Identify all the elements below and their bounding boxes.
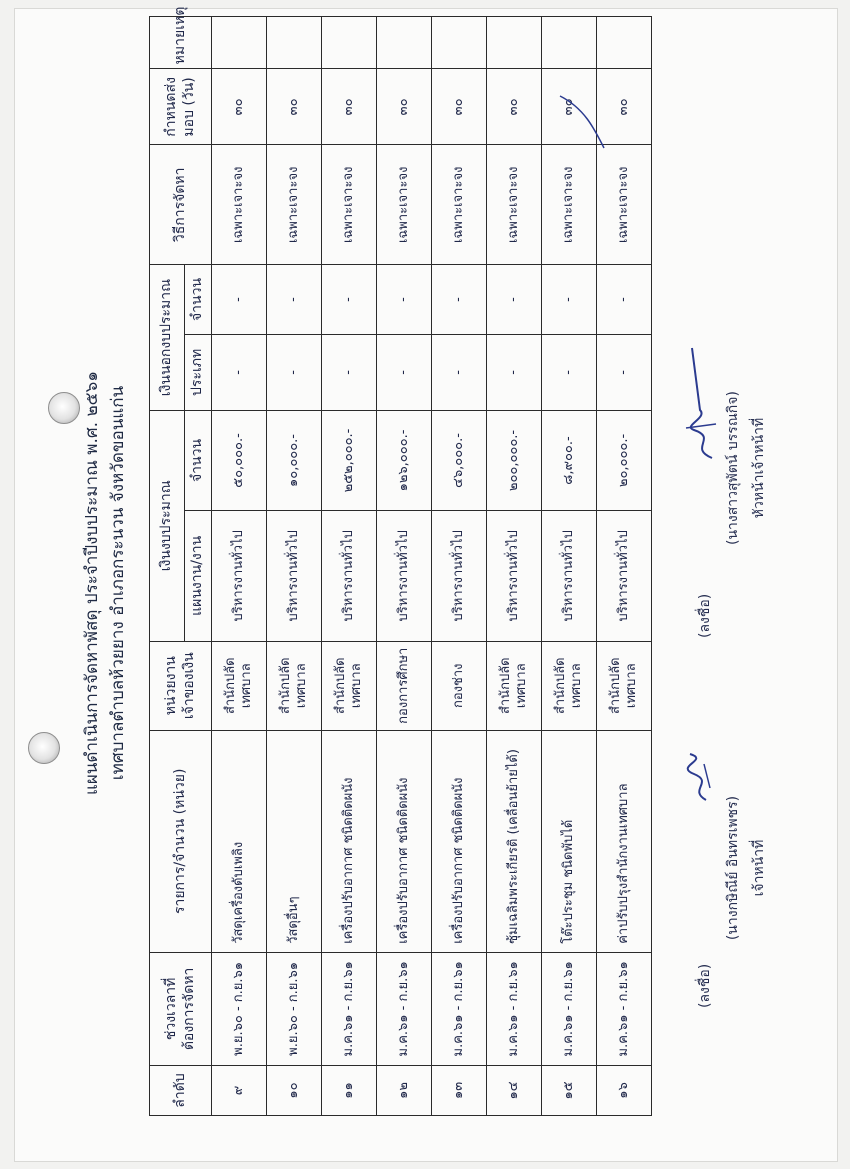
cell-no: ๑๕ [542,1065,597,1115]
rotated-landscape-page [12,8,842,1158]
signature-right-sign-label: (ลงชื่อ) [697,593,713,638]
cell-amount: ๔๖,๐๐๐.- [432,410,487,510]
cell-remark [597,17,652,69]
cell-unit: กองช่าง [432,641,487,730]
header-budget-amount: จำนวน [185,410,212,510]
cell-deadline: ๓๐ [322,69,377,145]
cell-no: ๑๖ [597,1065,652,1115]
table-row [487,17,542,1116]
cell-item: ค่าปรับปรุงสำนักงานเทศบาล [597,730,652,952]
cell-unit: กองการศึกษา [377,641,432,730]
cell-plan: บริหารงานทั่วไป [597,511,652,642]
table-row [212,17,267,1116]
header-budget: เงินงบประมาณ [150,410,185,641]
cell-item: เครื่องปรับอากาศ ชนิดติดผนัง [377,730,432,952]
cell-plan: บริหารงานทั่วไป [267,511,322,642]
cell-off-amount: - [597,265,652,335]
cell-plan: บริหารงานทั่วไป [487,511,542,642]
cell-item: เครื่องปรับอากาศ ชนิดติดผนัง [322,730,377,952]
cell-no: ๙ [212,1065,267,1115]
cell-off-type: - [542,334,597,410]
cell-off-type: - [377,334,432,410]
cell-remark [322,17,377,69]
cell-remark [432,17,487,69]
cell-plan: บริหารงานทั่วไป [542,511,597,642]
cell-method: เฉพาะเจาะจง [267,145,322,265]
header-deadline: กำหนดส่งมอบ (วัน) [150,69,212,145]
cell-method: เฉพาะเจาะจง [377,145,432,265]
cell-method: เฉพาะเจาะจง [597,145,652,265]
cell-no: ๑๒ [377,1065,432,1115]
document-title: แผนดำเนินการจัดหาพัสดุ ประจำปีงบประมาณ พ.ศ. ๒๕๖๑ [82,370,102,796]
cell-off-type: - [267,334,322,410]
cell-method: เฉพาะเจาะจง [322,145,377,265]
cell-off-type: - [212,334,267,410]
header-offbudget-amount: จำนวน [185,265,212,335]
cell-period: ม.ค.๖๑ - ก.ย.๖๑ [322,952,377,1065]
cell-period: พ.ย.๖๐ - ก.ย.๖๑ [212,952,267,1065]
header-no: ลำดับ [150,1065,212,1115]
signature-right-position: หัวหน้าเจ้าหน้าที่ [751,417,767,519]
cell-item: วัสดุอื่นๆ [267,730,322,952]
cell-off-type: - [597,334,652,410]
header-item: รายการ/จำนวน (หน่วย) [150,730,212,952]
cell-period: ม.ค.๖๑ - ก.ย.๖๑ [432,952,487,1065]
signature-left [684,658,770,1078]
cell-amount: ๘,๙๐๐.- [542,410,597,510]
document-subtitle: เทศบาลตำบลห้วยยาง อำเภอกระนวน จังหวัดขอนแก่น [108,385,128,781]
cell-off-type: - [322,334,377,410]
cell-no: ๑๓ [432,1065,487,1115]
cell-amount: ๒๕๒,๐๐๐.- [322,410,377,510]
cell-amount: ๕๐,๐๐๐.- [212,410,267,510]
cell-method: เฉพาะเจาะจง [487,145,542,265]
cell-off-type: - [432,334,487,410]
cell-plan: บริหารงานทั่วไป [212,511,267,642]
cell-method: เฉพาะเจาะจง [432,145,487,265]
signature-right [684,258,770,678]
cell-unit: สำนักปลัดเทศบาล [542,641,597,730]
cell-deadline: ๓๐ [432,69,487,145]
cell-deadline: ๓๐ [597,69,652,145]
cell-off-amount: - [487,265,542,335]
signature-left-position: เจ้าหน้าที่ [751,839,767,897]
cell-deadline: ๓๐ [542,69,597,145]
cell-off-amount: - [432,265,487,335]
procurement-plan-table [149,6,652,1116]
cell-unit: สำนักปลัดเทศบาล [267,641,322,730]
cell-unit: สำนักปลัดเทศบาล [322,641,377,730]
header-budget-plan: แผนงาน/งาน [185,511,212,642]
cell-method: เฉพาะเจาะจง [542,145,597,265]
cell-plan: บริหารงานทั่วไป [322,511,377,642]
header-offbudget: เงินนอกงบประมาณ [150,265,185,411]
cell-off-amount: - [212,265,267,335]
cell-item: ซุ้มเฉลิมพระเกียรติ (เคลื่อนย้ายได้) [487,730,542,952]
handwritten-signature-left [684,748,718,808]
header-remark: หมายเหตุ [150,17,212,69]
cell-no: ๑๐ [267,1065,322,1115]
cell-period: ม.ค.๖๑ - ก.ย.๖๑ [487,952,542,1065]
cell-deadline: ๓๐ [487,69,542,145]
cell-amount: ๒๐๐,๐๐๐.- [487,410,542,510]
cell-amount: ๑๐,๐๐๐.- [267,410,322,510]
cell-period: พ.ย.๖๐ - ก.ย.๖๑ [267,952,322,1065]
cell-item: วัสดุเครื่องดับเพลิง [212,730,267,952]
header-unit: หน่วยงานเจ้าของเงิน [150,641,212,730]
cell-plan: บริหารงานทั่วไป [432,511,487,642]
cell-remark [542,17,597,69]
table-row [267,17,322,1116]
table-header-row [150,17,185,1116]
cell-no: ๑๔ [487,1065,542,1115]
cell-remark [487,17,542,69]
cell-off-amount: - [542,265,597,335]
cell-amount: ๑๒๖,๐๐๐.- [377,410,432,510]
header-period: ช่วงเวลาที่ต้องการจัดหา [150,952,212,1065]
signature-left-sign-label: (ลงชื่อ) [697,963,713,1008]
cell-remark [212,17,267,69]
table-row [322,17,377,1116]
cell-period: ม.ค.๖๑ - ก.ย.๖๑ [542,952,597,1065]
header-method: วิธีการจัดหา [150,145,212,265]
cell-off-type: - [487,334,542,410]
cell-off-amount: - [322,265,377,335]
table-row [432,17,487,1116]
table-row [542,17,597,1116]
handwritten-mark [554,88,614,158]
table-row [377,17,432,1116]
cell-period: ม.ค.๖๑ - ก.ย.๖๑ [597,952,652,1065]
cell-unit: สำนักปลัดเทศบาล [487,641,542,730]
cell-remark [377,17,432,69]
cell-item: โต๊ะประชุม ชนิดพับได้ [542,730,597,952]
signature-left-name: (นางกษิณีย์ อินทรเพชร) [725,795,741,941]
signature-right-name: (นางสาวสุพัตน์ บรรณกิจ) [725,391,741,545]
cell-deadline: ๓๐ [377,69,432,145]
cell-remark [267,17,322,69]
cell-deadline: ๓๐ [267,69,322,145]
cell-no: ๑๑ [322,1065,377,1115]
table-row [597,17,652,1116]
cell-unit: สำนักปลัดเทศบาล [597,641,652,730]
cell-off-amount: - [377,265,432,335]
cell-deadline: ๓๐ [212,69,267,145]
cell-period: ม.ค.๖๑ - ก.ย.๖๑ [377,952,432,1065]
header-offbudget-type: ประเภท [185,334,212,410]
cell-off-amount: - [267,265,322,335]
handwritten-signature-right [678,328,722,468]
cell-plan: บริหารงานทั่วไป [377,511,432,642]
cell-unit: สำนักปลัดเทศบาล [212,641,267,730]
cell-amount: ๒๐,๐๐๐.- [597,410,652,510]
cell-item: เครื่องปรับอากาศ ชนิดติดผนัง [432,730,487,952]
cell-method: เฉพาะเจาะจง [212,145,267,265]
